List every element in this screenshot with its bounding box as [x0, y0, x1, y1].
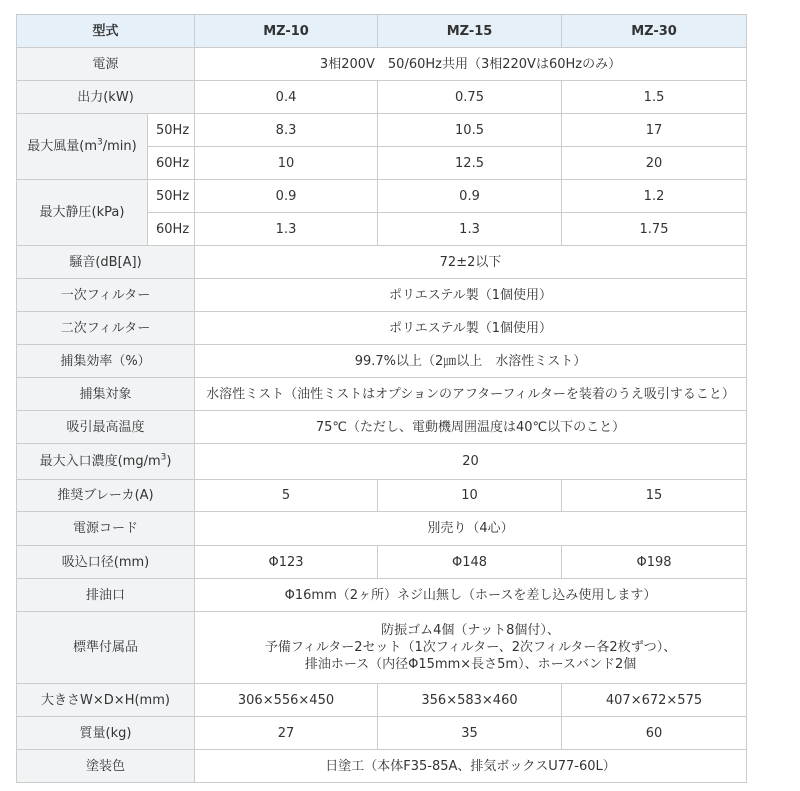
row-label: 標準付属品	[17, 612, 195, 684]
row-label: 吸引最高温度	[17, 411, 195, 444]
cell-value: 10	[195, 147, 378, 180]
row-label: 吸込口径(mm)	[17, 546, 195, 579]
cell-value: 306×556×450	[195, 684, 378, 717]
row-power	[17, 48, 747, 81]
cell-value: 12.5	[378, 147, 562, 180]
row-drain	[17, 579, 747, 612]
row-breaker	[17, 480, 747, 512]
row-label: 騒音(dB[A])	[17, 246, 195, 279]
cell-value: 0.9	[195, 180, 378, 213]
cell-value: 35	[378, 717, 562, 750]
row-label: 推奨ブレーカ(A)	[17, 480, 195, 512]
cell-value: 1.2	[562, 180, 747, 213]
row-value: 99.7%以上（2㎛以上 水溶性ミスト）	[195, 345, 747, 378]
row-value: 20	[195, 444, 747, 480]
row-label: 塗装色	[17, 750, 195, 783]
row-max-temp	[17, 411, 747, 444]
row-secondary-filter	[17, 312, 747, 345]
row-noise	[17, 246, 747, 279]
spec-table	[16, 14, 747, 783]
row-max-concentration	[17, 444, 747, 480]
sub-label: 50Hz	[148, 180, 195, 213]
row-efficiency	[17, 345, 747, 378]
row-value: 別売り（4心）	[195, 512, 747, 546]
row-label: 捕集効率（%）	[17, 345, 195, 378]
row-accessories	[17, 612, 747, 684]
row-size	[17, 684, 747, 717]
cell-value: 1.5	[562, 81, 747, 114]
cell-value: Φ198	[562, 546, 747, 579]
row-value: 水溶性ミスト（油性ミストはオプションのアフターフィルターを装着のうえ吸引すること）	[195, 378, 747, 411]
row-label: 最大入口濃度$(mg/m^3)$	[17, 444, 195, 480]
row-value: 3相200V 50/60Hz共用（3相220Vは60Hzのみ）	[195, 48, 747, 81]
cell-value: Φ123	[195, 546, 378, 579]
row-value: ポリエステル製（1個使用）	[195, 279, 747, 312]
accessory-line: 防振ゴム4個（ナット8個付）、	[381, 623, 560, 638]
cell-value: 27	[195, 717, 378, 750]
accessory-line: 排油ホース（内径Φ15mm×長さ5m）、ホースバンド2個	[304, 657, 637, 672]
row-label: 最大静圧(kPa)	[17, 180, 148, 246]
cell-value: 1.3	[378, 213, 562, 246]
header-label: 型式	[17, 15, 195, 48]
row-label: 最大風量$(m^3/\min)$	[17, 114, 148, 180]
accessory-line: 予備フィルター2セット（1次フィルター、2次フィルター各2枚ずつ）、	[264, 640, 677, 655]
row-label: 質量(kg)	[17, 717, 195, 750]
cell-value: 5	[195, 480, 378, 512]
row-label: 捕集対象	[17, 378, 195, 411]
row-paint	[17, 750, 747, 783]
row-output	[17, 81, 747, 114]
cell-value: 1.3	[195, 213, 378, 246]
cell-value: 15	[562, 480, 747, 512]
row-value: Φ16mm（2ヶ所）ネジ山無し（ホースを差し込み使用します）	[195, 579, 747, 612]
row-label: 出力(kW)	[17, 81, 195, 114]
cell-value: 0.9	[378, 180, 562, 213]
sub-label: 60Hz	[148, 147, 195, 180]
cell-value: 20	[562, 147, 747, 180]
row-value: 72±2以下	[195, 246, 747, 279]
row-value: 75℃（ただし、電動機周囲温度は40℃以下のこと）	[195, 411, 747, 444]
header-row	[17, 15, 747, 48]
cell-value: 10.5	[378, 114, 562, 147]
cell-value: 8.3	[195, 114, 378, 147]
row-value: ポリエステル製（1個使用）	[195, 312, 747, 345]
model-mz10: MZ-10	[195, 15, 378, 48]
cell-value: 10	[378, 480, 562, 512]
row-label: 電源	[17, 48, 195, 81]
row-label: 大きさW×D×H(mm)	[17, 684, 195, 717]
row-label: 二次フィルター	[17, 312, 195, 345]
model-mz30: MZ-30	[562, 15, 747, 48]
row-max-airflow-50hz	[17, 114, 747, 147]
row-max-static-50hz	[17, 180, 747, 213]
row-mass	[17, 717, 747, 750]
cell-value: 356×583×460	[378, 684, 562, 717]
cell-value: 17	[562, 114, 747, 147]
model-mz15: MZ-15	[378, 15, 562, 48]
row-inlet	[17, 546, 747, 579]
row-value	[195, 612, 747, 684]
cell-value: 1.75	[562, 213, 747, 246]
sub-label: 50Hz	[148, 114, 195, 147]
row-label: 一次フィルター	[17, 279, 195, 312]
row-target	[17, 378, 747, 411]
cell-value: 0.4	[195, 81, 378, 114]
row-label: 電源コード	[17, 512, 195, 546]
cell-value: 407×672×575	[562, 684, 747, 717]
row-label: 排油口	[17, 579, 195, 612]
cell-value: Φ148	[378, 546, 562, 579]
row-cord	[17, 512, 747, 546]
row-primary-filter	[17, 279, 747, 312]
cell-value: 0.75	[378, 81, 562, 114]
sub-label: 60Hz	[148, 213, 195, 246]
cell-value: 60	[562, 717, 747, 750]
row-value: 日塗工（本体F35-85A、排気ボックスU77-60L）	[195, 750, 747, 783]
